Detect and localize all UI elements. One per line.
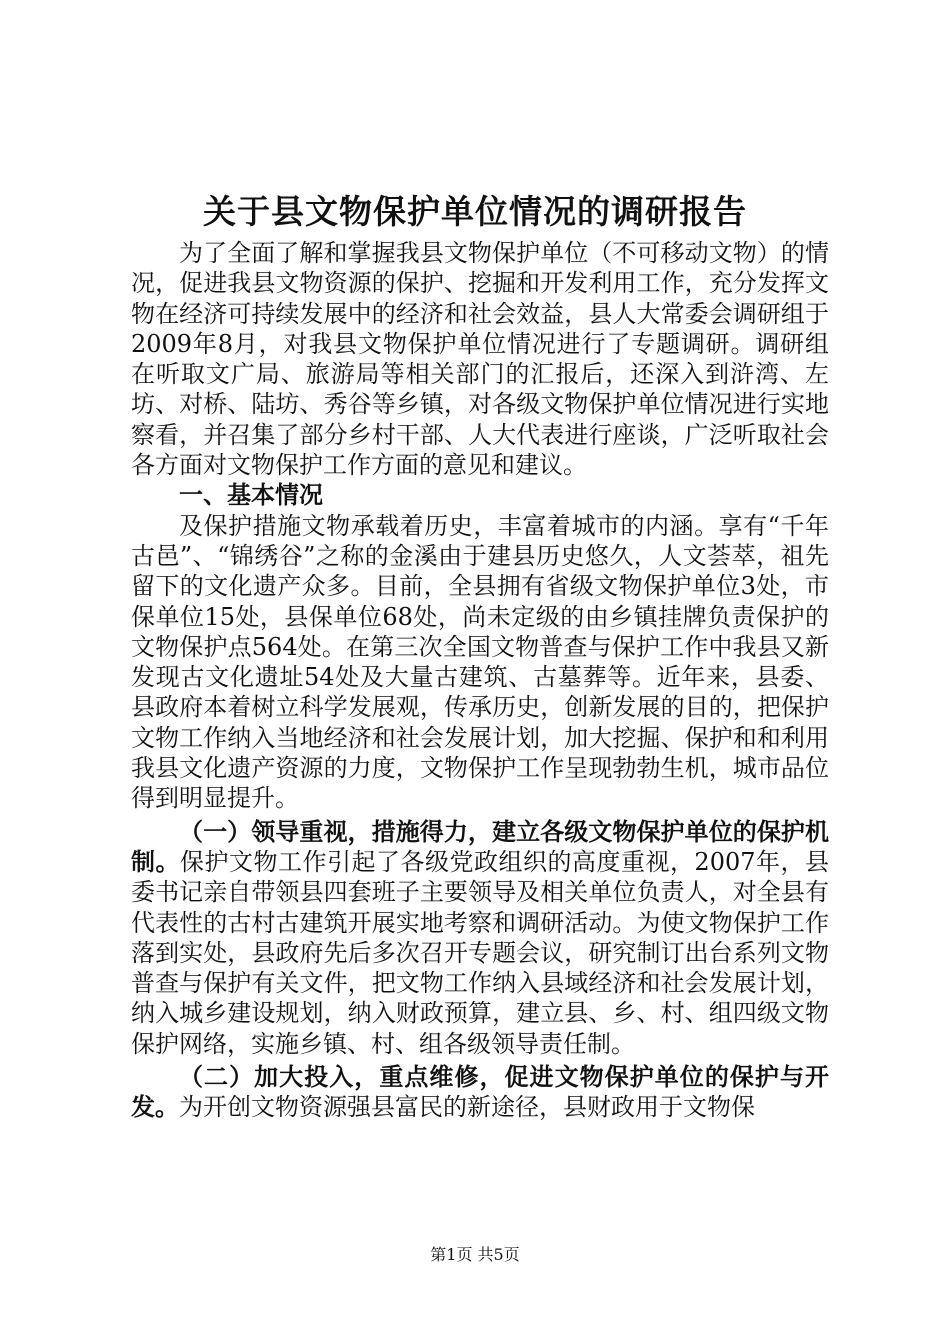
section-1-lead: （一）领导重视，措施得力，建立各级文物保护单位的保护机制。 [131, 817, 829, 876]
section-1-paragraph [131, 817, 829, 1059]
section-heading-basic: 一、基本情况 [179, 481, 323, 510]
section-1-body: 保护文物工作引起了各级党政组织的高度重视，2007年，县委书记亲自带领县四套班子主要领导及相关单位负责人，对全县有代表性的古村古建筑开展实地考察和调研活动。为使文物保护工作落到实处，县政府先后多次召开专题会议，研究制订出台系列文物普查与保护有关文件，把文物工作纳入县域经济和社会发展计划，纳入城乡建设规划，纳入财政预算，建立县、乡、村、组四级文物保护网络，实施乡镇、村、组各级领导责任制。 [131, 847, 830, 1058]
basic-situation-paragraph: 及保护措施文物承载着历史，丰富着城市的内涵。享有“千年古邑”、“锦绣谷”之称的金溪由于建县历史悠久，人文荟萃，祖先留下的文化遗产众多。目前，全县拥有省级文物保护单位3处，市保单位15处，县保单位68处，尚未定级的由乡镇挂牌负责保护的文物保护点564处。在第三次全国文物普查与保护工作中我县又新发现古文化遗址54处及大量古建筑、古墓葬等。近年来，县委、县政府本着树立科学发展观，传承历史，创新发展的目的，把保护文物工作纳入当地经济和社会发展计划，加大挖掘、保护和和利用我县文化遗产资源的力度，文物保护工作呈现勃勃生机，城市品位得到明显提升。 [131, 511, 829, 813]
section-2-paragraph [131, 1062, 829, 1123]
document-title: 关于县文物保护单位情况的调研报告 [203, 192, 747, 231]
page-footer: 第1页 共5页 [430, 1245, 520, 1264]
intro-paragraph: 为了全面了解和掌握我县文物保护单位（不可移动文物）的情况，促进我县文物资源的保护、挖掘和开发利用工作，充分发挥文物在经济可持续发展中的经济和社会效益，县人大常委会调研组于2009年8月，对我县文物保护单位情况进行了专题调研。调研组在听取文广局、旅游局等相关部门的汇报后，还深入到浒湾、左坊、对桥、陆坊、秀谷等乡镇，对各级文物保护单位情况进行实地察看，并召集了部分乡村干部、人大代表进行座谈，广泛听取社会各方面对文物保护工作方面的意见和建议。 [131, 239, 829, 480]
document-body [131, 238, 829, 1123]
section-2-lead: （二）加大投入，重点维修，促进文物保护单位的保护与开发。 [131, 1063, 829, 1122]
section-2-body: 为开创文物资源强县富民的新途径，县财政用于文物保 [179, 1093, 755, 1122]
